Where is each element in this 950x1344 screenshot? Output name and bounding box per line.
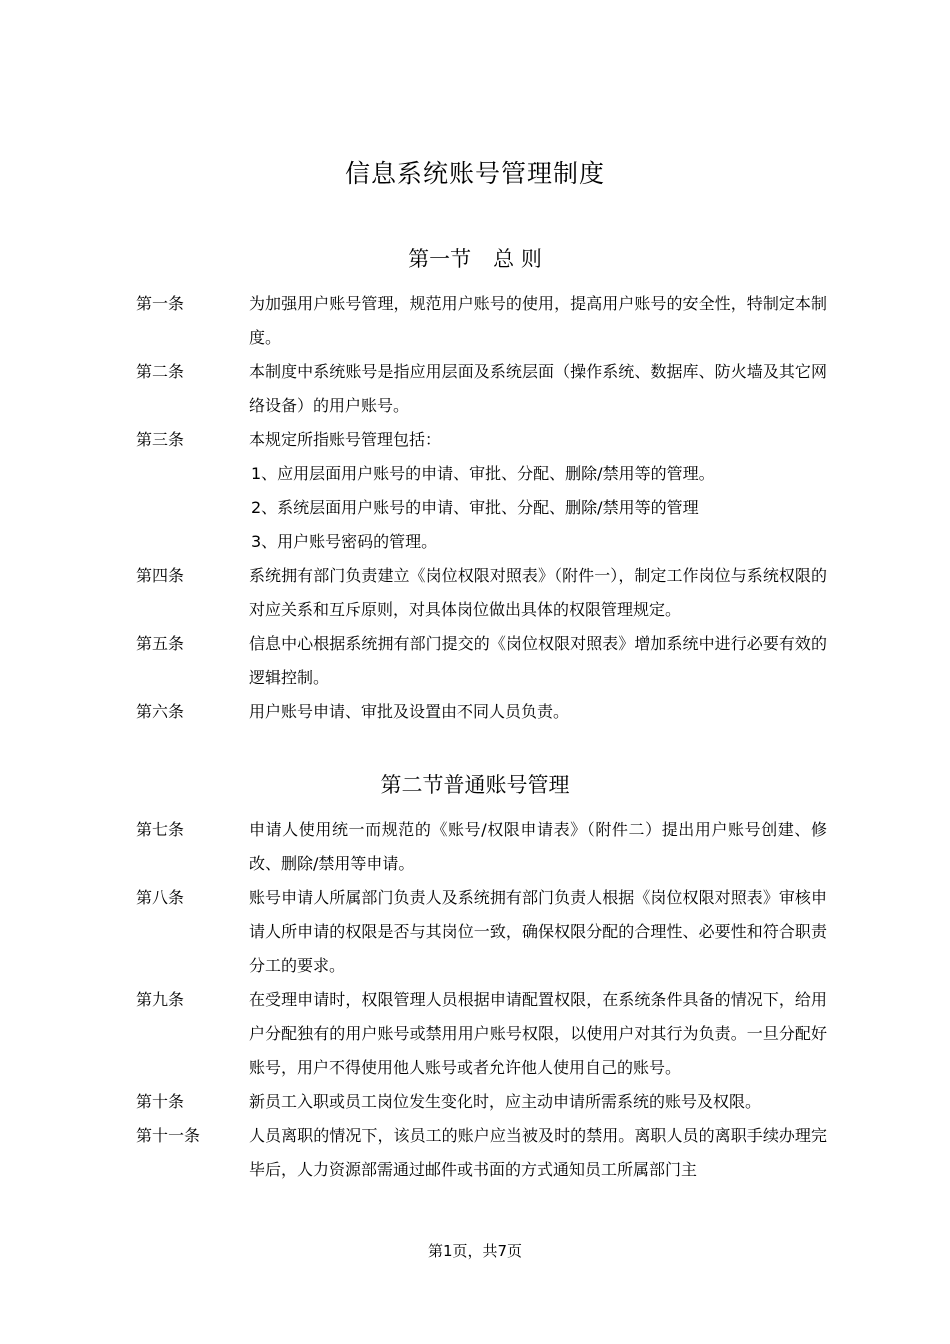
- article-6: [0, 695, 950, 729]
- article-3: [0, 423, 950, 559]
- article-text: 信息中心根据系统拥有部门提交的《岗位权限对照表》增加系统中进行必要有效的逻辑控制。: [249, 634, 827, 687]
- section-1-articles: [0, 287, 950, 729]
- article-number: 第一条: [136, 294, 185, 313]
- page-footer: 第1页，共7页: [427, 1242, 523, 1260]
- section-2-heading: [0, 770, 950, 800]
- article-number: 第十一条: [136, 1126, 201, 1145]
- article-sub-item: 2、系统层面用户账号的申请、审批、分配、删除/禁用等的管理: [251, 498, 699, 517]
- article-text: 申请人使用统一而规范的《账号/权限申请表》（附件二）提出用户账号创建、修改、删除/禁用等申请。: [249, 820, 827, 873]
- article-text: 为加强用户账号管理，规范用户账号的使用，提高用户账号的安全性，特制定本制度。: [249, 294, 827, 347]
- article-7: [0, 813, 950, 881]
- article-2: [0, 355, 950, 423]
- article-8: [0, 881, 950, 983]
- section-1-name: 总 则: [493, 247, 542, 271]
- article-number: 第七条: [136, 820, 185, 839]
- document-title: 信息系统账号管理制度: [344, 159, 605, 188]
- article-number: 第六条: [136, 702, 185, 721]
- article-number: 第二条: [136, 362, 185, 381]
- article-9: [0, 983, 950, 1085]
- article-text: 本制度中系统账号是指应用层面及系统层面（操作系统、数据库、防火墙及其它网络设备）的用户账号。: [249, 362, 827, 415]
- article-number: 第九条: [136, 990, 185, 1009]
- article-number: 第五条: [136, 634, 185, 653]
- article-11: [0, 1119, 950, 1187]
- article-text: 系统拥有部门负责建立《岗位权限对照表》（附件一），制定工作岗位与系统权限的对应关系和互斥原则，对具体岗位做出具体的权限管理规定。: [249, 566, 827, 619]
- article-text: 新员工入职或员工岗位发生变化时，应主动申请所需系统的账号及权限。: [249, 1092, 762, 1111]
- article-text: 在受理申请时，权限管理人员根据申请配置权限，在系统条件具备的情况下，给用户分配独有的用户账号或禁用用户账号权限，以使用户对其行为负责。一旦分配好账号，用户不得使用他人账号或者允许他人使用自己的账号。: [249, 990, 827, 1077]
- article-text: 账号申请人所属部门负责人及系统拥有部门负责人根据《岗位权限对照表》审核申请人所申请的权限是否与其岗位一致，确保权限分配的合理性、必要性和符合职责分工的要求。: [249, 888, 827, 975]
- article-sub-item: 1、应用层面用户账号的申请、审批、分配、删除/禁用等的管理。: [251, 464, 715, 483]
- article-text: 本规定所指账号管理包括：: [249, 430, 442, 449]
- article-number: 第四条: [136, 566, 185, 585]
- article-1: [0, 287, 950, 355]
- section-1-number: 第一节: [408, 247, 472, 271]
- article-number: 第三条: [136, 430, 185, 449]
- article-number: 第八条: [136, 888, 185, 907]
- article-4: [0, 559, 950, 627]
- section-2-title: 第二节普通账号管理: [380, 773, 570, 797]
- article-number: 第十条: [136, 1092, 185, 1111]
- article-text: 用户账号申请、审批及设置由不同人员负责。: [249, 702, 570, 721]
- article-text: 人员离职的情况下，该员工的账户应当被及时的禁用。离职人员的离职手续办理完毕后，人力资源部需通过邮件或书面的方式通知员工所属部门主: [249, 1126, 827, 1179]
- section-2-articles: [0, 813, 950, 1187]
- article-sub-item: 3、用户账号密码的管理。: [251, 532, 438, 551]
- section-1-heading: [0, 244, 950, 274]
- article-5: [0, 627, 950, 695]
- article-10: [0, 1085, 950, 1119]
